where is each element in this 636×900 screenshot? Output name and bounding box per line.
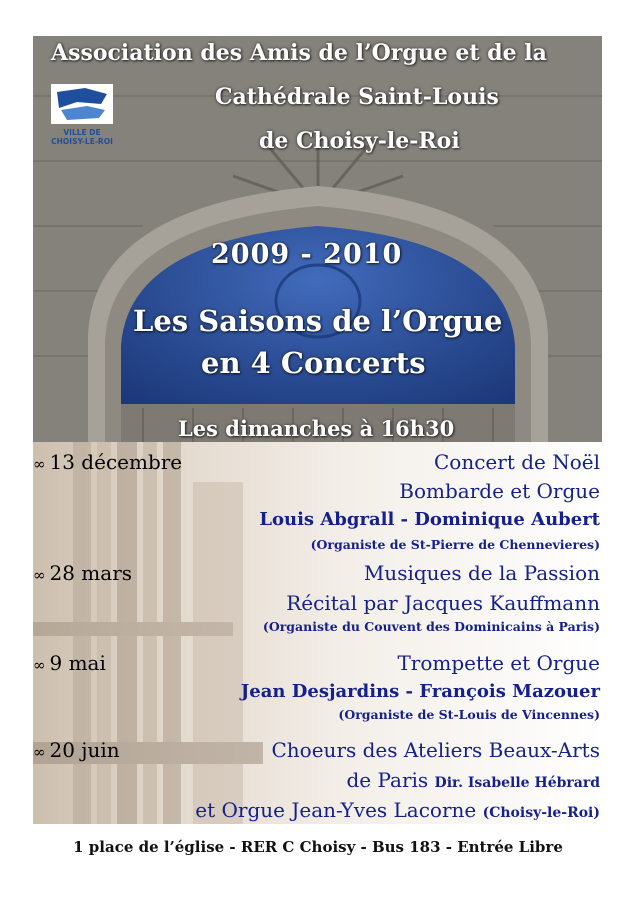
concert-date-text: 9 mai	[49, 651, 106, 675]
concert-date	[33, 450, 182, 474]
infinity-bullet-icon: ∞	[33, 656, 46, 674]
concert-performers: Jean Desjardins - François Mazouer	[240, 681, 600, 702]
concert-list	[33, 442, 602, 824]
concert-performers: Louis Abgrall - Dominique Aubert	[259, 509, 600, 530]
concert-performer-note: (Organiste du Couvent des Dominicains à Paris)	[262, 619, 600, 634]
poster-title-line-2: en 4 Concerts	[201, 346, 426, 380]
concert-title: Trompette et Orgue	[397, 651, 600, 675]
concert-date	[33, 561, 132, 585]
concert-director: Dir. Isabelle Hébrard	[434, 775, 600, 791]
poster-title-line-1: Les Saisons de l’Orgue	[133, 304, 503, 338]
venue-footer: 1 place de l’église - RER C Choisy - Bus 183 - Entrée Libre	[73, 838, 563, 856]
infinity-bullet-icon: ∞	[33, 566, 46, 584]
concert-performer-note: (Organiste de St-Louis de Vincennes)	[338, 707, 600, 722]
concert-performer-note: (Organiste de St-Pierre de Chennevieres)	[310, 537, 600, 552]
concert-performers-text: et Orgue Jean-Yves Lacorne	[195, 798, 477, 822]
concert-title: Concert de Noël	[434, 450, 600, 474]
association-line-3: de Choisy-le-Roi	[259, 128, 460, 154]
concert-date	[33, 651, 106, 675]
concert-subtitle: Récital par Jacques Kauffmann	[286, 591, 600, 615]
schedule-time: Les dimanches à 16h30	[178, 416, 455, 441]
season-years: 2009 - 2010	[211, 239, 403, 270]
concert-performer-note: (Choisy-le-Roi)	[482, 805, 600, 821]
concert-date-text: 28 mars	[49, 561, 133, 585]
association-line-1: Association des Amis de l’Orgue et de la	[51, 40, 547, 66]
city-logo	[47, 82, 117, 152]
infinity-bullet-icon: ∞	[33, 455, 46, 473]
hero-photo	[33, 36, 602, 442]
city-logo-caption	[49, 128, 115, 146]
logo-caption-line2: CHOISY-LE-ROI	[51, 137, 113, 146]
concert-title: Choeurs des Ateliers Beaux-Arts	[271, 738, 600, 762]
concert-date-text: 20 juin	[49, 738, 120, 762]
concert-performers	[195, 798, 600, 822]
concert-title: Musiques de la Passion	[363, 561, 600, 585]
association-line-2: Cathédrale Saint-Louis	[215, 84, 499, 110]
infinity-bullet-icon: ∞	[33, 743, 46, 761]
concert-date	[33, 738, 120, 762]
concert-subtitle	[346, 768, 600, 792]
city-logo-icon	[47, 82, 117, 128]
logo-caption-line1: VILLE DE	[63, 128, 101, 137]
concert-date-text: 13 décembre	[49, 450, 183, 474]
concert-subtitle-text: de Paris	[346, 768, 429, 792]
concert-subtitle: Bombarde et Orgue	[399, 479, 600, 503]
